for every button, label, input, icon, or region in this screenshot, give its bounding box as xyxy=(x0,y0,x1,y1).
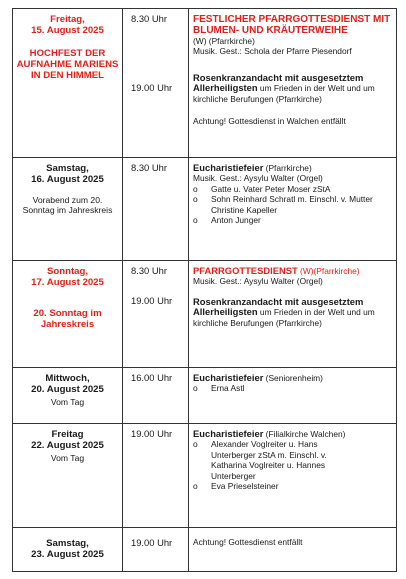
schedule-row xyxy=(13,9,397,158)
day-cell xyxy=(13,9,123,158)
bullet-mark: o xyxy=(193,194,198,205)
day-cell xyxy=(13,424,123,528)
time: 19.00 Uhr xyxy=(131,428,173,439)
event-cell xyxy=(189,261,397,368)
date: 16. August 2025 xyxy=(31,174,104,185)
time-cell xyxy=(123,424,189,528)
time: 19.00 Uhr xyxy=(131,82,173,94)
weekday: Samstag, xyxy=(46,538,89,549)
event-title: Rosenkranzandacht mit ausgesetztem Allerheiligsten xyxy=(193,71,364,94)
day-cell xyxy=(13,528,123,572)
bullet-mark: o xyxy=(193,183,198,194)
bullet-mark: o xyxy=(193,383,198,394)
event-title: Eucharistiefeier xyxy=(193,162,264,173)
date: 23. August 2025 xyxy=(31,549,104,560)
event-cell xyxy=(189,368,397,424)
event-music: Musik. Gest.: Aysylu Walter (Orgel) xyxy=(193,276,323,287)
time-cell xyxy=(123,368,189,424)
event-location: (Pfarrkirche) xyxy=(263,163,312,173)
time-cell xyxy=(123,158,189,261)
schedule-sheet xyxy=(12,8,396,572)
time: 19.00 Uhr xyxy=(131,537,173,548)
event-note: Achtung! Gottesdienst in Walchen entfällt xyxy=(193,116,346,127)
intention-text: Anton Junger xyxy=(211,215,261,226)
event-title: Rosenkranzandacht mit ausgesetztem Allerheiligsten xyxy=(193,295,364,318)
intention-text: Alexander Voglreiter u. Hans Unterberger zStA m. Einschl. v. Katharina Voglreiter u. Hannes Unterberger xyxy=(211,439,327,481)
schedule-row xyxy=(13,424,397,528)
event-cell xyxy=(189,9,397,158)
time: 8.30 Uhr xyxy=(131,162,167,173)
intention-item xyxy=(193,481,392,491)
schedule-row xyxy=(13,261,397,368)
bullet-mark: o xyxy=(193,481,198,492)
day-cell xyxy=(13,261,123,368)
event-location: (Filialkirche Walchen) xyxy=(263,429,346,439)
schedule-row xyxy=(13,368,397,424)
event-cell xyxy=(189,424,397,528)
time: 8.30 Uhr xyxy=(131,265,167,276)
event-music: Musik. Gest.: Aysylu Walter (Orgel) xyxy=(193,173,323,184)
event-description: um Frieden in der Welt und um kirchliche Berufungen (Pfarrkirche) xyxy=(193,83,375,104)
event-title: PFARRGOTTESDIENST xyxy=(193,265,298,276)
event-location: (Seniorenheim) xyxy=(263,373,323,383)
event-title: FESTLICHER PFARRGOTTESDIENST MIT BLUMEN- UND KRÄUTERWEIHE xyxy=(193,14,391,36)
day-cell xyxy=(13,158,123,261)
day-subtitle: Vom Tag xyxy=(50,453,85,463)
event-title: Eucharistiefeier xyxy=(193,428,264,439)
event-description: um Frieden in der Welt und um kirchliche Berufungen (Pfarrkirche) xyxy=(193,307,375,328)
weekday: Mittwoch, xyxy=(45,373,90,384)
time-cell xyxy=(123,528,189,572)
date: 20. August 2025 xyxy=(31,384,104,395)
time-cell xyxy=(123,261,189,368)
intention-item xyxy=(193,439,392,481)
date: 22. August 2025 xyxy=(31,440,104,451)
time-cell xyxy=(123,9,189,158)
weekday: Freitag xyxy=(51,429,84,440)
weekday: Samstag, xyxy=(46,163,89,174)
intention-text: Gatte u. Vater Peter Moser zStA xyxy=(211,183,331,194)
event-cell xyxy=(189,158,397,261)
day-subtitle: Vom Tag xyxy=(50,397,85,407)
intention-text: Eva Prieselsteiner xyxy=(211,481,279,492)
date: 17. August 2025 xyxy=(31,277,104,288)
schedule-table xyxy=(12,8,397,572)
intention-item xyxy=(193,194,392,215)
event-location: (W)(Pfarrkirche) xyxy=(297,266,360,276)
schedule-row xyxy=(13,158,397,261)
intention-item xyxy=(193,383,392,393)
intention-text: Sohn Reinhard Schratl m. Einschl. v. Mutter Christine Kapeller xyxy=(211,194,373,215)
day-subtitle: Vorabend zum 20. Sonntag im Jahreskreis xyxy=(22,195,113,215)
event-music: Musik. Gest.: Schola der Pfarre Piesendorf xyxy=(193,46,352,57)
event-title: Eucharistiefeier xyxy=(193,372,264,383)
feast-title: HOCHFEST DER AUFNAHME MARIENS IN DEN HIMMEL xyxy=(16,48,119,81)
time: 19.00 Uhr xyxy=(131,295,173,307)
time: 8.30 Uhr xyxy=(131,13,167,24)
day-subtitle: 20. Sonntag im Jahreskreis xyxy=(33,308,102,330)
bullet-mark: o xyxy=(193,215,198,226)
intention-item xyxy=(193,215,392,225)
event-location: (W) (Pfarrkirche) xyxy=(193,36,255,46)
weekday: Freitag, xyxy=(50,14,85,25)
event-note: Achtung! Gottesdienst entfällt xyxy=(193,537,303,547)
event-cell xyxy=(189,528,397,572)
bullet-mark: o xyxy=(193,439,198,450)
intention-text: Erna Astl xyxy=(211,383,245,394)
time: 16.00 Uhr xyxy=(131,372,173,383)
intention-item xyxy=(193,184,392,194)
weekday: Sonntag, xyxy=(46,266,89,277)
date: 15. August 2025 xyxy=(31,25,104,36)
day-cell xyxy=(13,368,123,424)
schedule-row xyxy=(13,528,397,572)
